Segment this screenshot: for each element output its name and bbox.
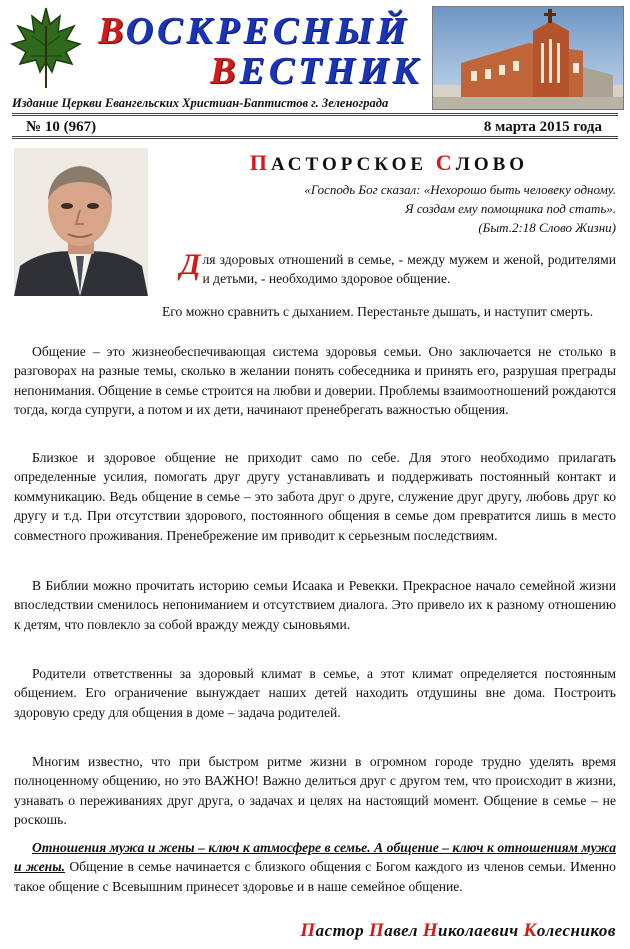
article-paragraph: Близкое и здоровое общение не приходит само по себе. Для этого необходимо прилагать определенные усилия, помогать друг другу устанавливать и поддерживать постоянный контакт и коммуникацию. Ведь общение в семье – это забота друг о друге, служение друг другу, любовь друг ко другу и т.д. При отсутствии здорового, постоянного общения в семье дом превратится лишь в место совместного проживания. Пренебрежение им приводит к серьезным последствиям.	[14, 450, 616, 543]
epigraph-line: Я создам ему помощника под стать».	[405, 201, 616, 216]
bible-epigraph	[158, 180, 616, 237]
epigraph-line: «Господь Бог сказал: «Нехорошо быть человеку одному.	[304, 182, 616, 197]
author-signature: Пастор Павел Николаевич Колесников	[300, 920, 616, 941]
article-paragraph: Многим известно, что при быстром ритме жизни в огромном городе трудно уделять время полноценному общению, но это ВАЖНО! Важно делиться друг с другом тем, что происходит в жизни, узнавать о переживаниях друг друга, о задачах и целях на настоящий момент. Общение в семье – не роскошь.	[14, 754, 616, 828]
intro-paragraph: Для здоровых отношений в семье, - между мужем и женой, родителями и детьми, - необходимо здоровое общение.	[180, 248, 616, 287]
church-building-photo	[432, 6, 624, 110]
newspaper-title-line2: ВЕСТНИК	[210, 50, 423, 92]
issue-info-bar	[12, 113, 618, 139]
article-paragraph: Родители ответственны за здоровый климат в семье, а этот климат определяется постоянным общением. Его ограничение вынуждает наших детей находить отдушины вне дома. Построить здоровую среду для общения в доме – задача родителей.	[14, 666, 616, 720]
closing-emphasis: Отношения мужа и жены – ключ к атмосфере в семье. А общение – ключ к отношениям мужа и жены.	[14, 840, 616, 875]
maple-leaf-icon	[10, 6, 82, 90]
issue-date: 8 марта 2015 года	[483, 119, 602, 135]
masthead	[0, 0, 630, 135]
article-paragraph: Общение – это жизнеобеспечивающая система здоровья семьи. Оно заключается не столько в разговорах на разные темы, сколько в желании понять собеседника и принять его, разрушая преграды непонимания. Общение в семье строится на любви и доверии. Проблемы взаимоотношений рождаются тогда, когда супруги, а потом и их дети, начинают пренебрегать важностью общения.	[14, 344, 616, 418]
closing-paragraph: Отношения мужа и жены – ключ к атмосфере в семье. А общение – ключ к отношениям мужа и жены. Общение в семье начинается с близкого общения с Богом каждого из членов семьи. Именно такое общение с Всевышним принесет здоровье и в наше семейное общение.	[14, 840, 616, 894]
drop-cap: Д	[180, 248, 201, 281]
newspaper-title-line1: ВОСКРЕСНЫЙ	[98, 10, 410, 52]
pastor-portrait-photo	[14, 148, 148, 296]
article-paragraph: В Библии можно прочитать историю семьи Исаака и Ревекки. Прекрасное начало семейной жизни впоследствии сменилось непониманием и отсутствием диалога. Это привело их к разному отношению к детям, что повлекло за собой вражду между сыновьями.	[14, 578, 616, 632]
article-title: ПАСТОРСКОЕ СЛОВО	[249, 150, 529, 175]
intro-continuation: Его можно сравнить с дыханием. Перестаньте дышать, и наступит смерть.	[162, 304, 594, 319]
epigraph-reference: (Быт.2:18 Слово Жизни)	[478, 220, 616, 235]
issue-number: № 10 (967)	[26, 119, 97, 135]
publisher-subtitle: Издание Церкви Евангельских Христиан-Баптистов г. Зеленограда	[12, 96, 389, 110]
